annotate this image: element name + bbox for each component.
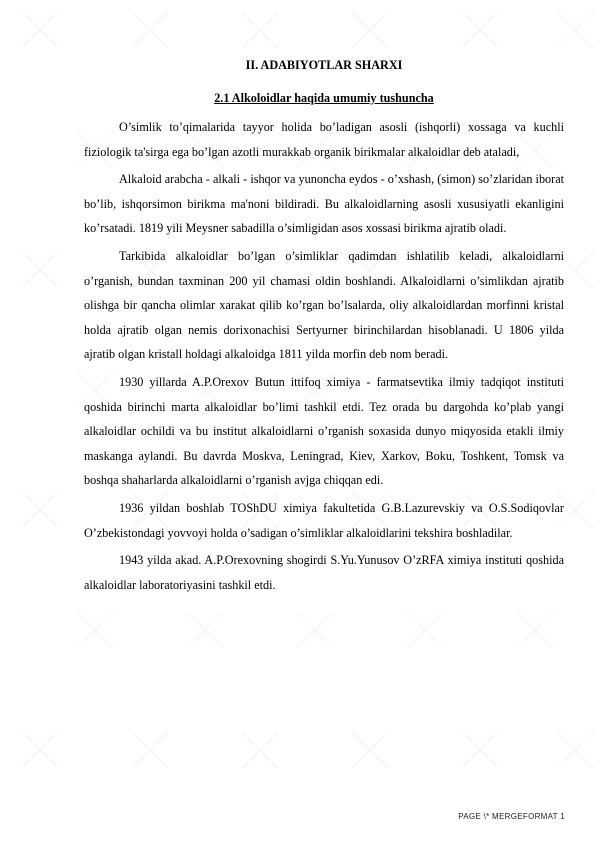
watermark-mark [22,12,58,48]
watermark-mark [22,252,58,288]
paragraph-etymology: Alkaloid arabcha - alkali - ishqor va yunoncha eydos - o’xshash, (simon) so’zlaridan iborat bo’lib, ishqorsimon birikma ma'noni bildiradi. Bu alkaloidlarning asosli xususiyatli ekanligini ko’rsatadi. 1819 yili Meysner sabadilla o’simligidan asos xossasi birikma ajratib oladi. [84,172,564,236]
watermark-mark [297,612,333,648]
watermark-mark [462,732,498,768]
document-body [84,56,564,600]
watermark-mark [22,732,58,768]
paragraph-history: Tarkibida alkaloidlar bo’lgan o’simliklar qadimdan ishlatilib keladi, alkaloidlarni o’rganish, bundan taxminan 200 yil chamasi oldin boshlandi. Alkaloidlarni o’simlikdan ajratib olishga bir qancha olimlar xarakat qilib ko’rgan bo’lsalarda, oliy alkaloidlardan morfinni kristal holda ajratib olgan nemis dorixonachisi Sertyurner birinchilardan hisoblanadi. U 1806 yilda ajratib olgan kristall holdagi alkaloidga 1811 yilda morfin deb nom beradi. [84,248,564,362]
watermark-mark [22,492,58,528]
subsection-heading: 2.1 Alkoloidlar haqida umumiy tushuncha [214,91,434,105]
paragraph-toshdu: 1936 yildan boshlab TOShDU ximiya fakultetida G.B.Lazurevskiy va O.S.Sodiqovlar O’zbekistondagi yovvoyi holda o’sadigan o’simliklar alkaloidlarini tekshira boshladilar. [84,500,564,540]
paragraph-laboratory: 1943 yilda akad. A.P.Orexovning shogirdi S.Yu.Yunusov O’zRFA ximiya instituti qoshida alkaloidlar laboratoriyasini tashkil etdi. [84,553,564,592]
watermark-mark [462,12,498,48]
watermark-mark [242,12,278,48]
paragraph-orexov-institute: 1930 yillarda A.P.Orexov Butun ittifoq ximiya - farmatsevtika ilmiy tadqiqot instituti qoshida birinchi marta alkaloidlar bo’limi tashkil etdi. Tez orada bu dargohda ko’plab yangi alkaloidlar ochildi va bu institut alkaloidlarni o’rganish soxasida dunyo miqyosida etakli ilmiy maskanga aylandi. Bu davrda Moskva, Leningrad, Kiev, Xarkov, Boku, Toshkent, Tomsk va boshqa shaharlarda alkaloidlarni o’rganish avjga chiqqan edi. [84,374,564,488]
watermark-mark [517,612,553,648]
section-heading: II. ADABIYOTLAR SHARXI [245,58,403,72]
page-footer: PAGE \* MERGEFORMAT 1 [458,812,565,821]
watermark-mark [132,732,168,768]
watermark-mark [77,612,113,648]
watermark-mark [242,732,278,768]
watermark-mark [132,12,168,48]
watermark-mark [407,612,443,648]
watermark-mark [187,612,223,648]
paragraph-definition: O’simlik to’qimalarida tayyor holida bo’ladigan asosli (ishqorli) xossaga va kuchli fiziologik ta'sirga ega bo’lgan azotli murakkab organik birikmalar alkaloidlar deb ataladi, [84,120,564,159]
watermark-mark [557,732,593,768]
watermark-mark [352,732,388,768]
watermark-mark [557,12,593,48]
watermark-mark [352,12,388,48]
